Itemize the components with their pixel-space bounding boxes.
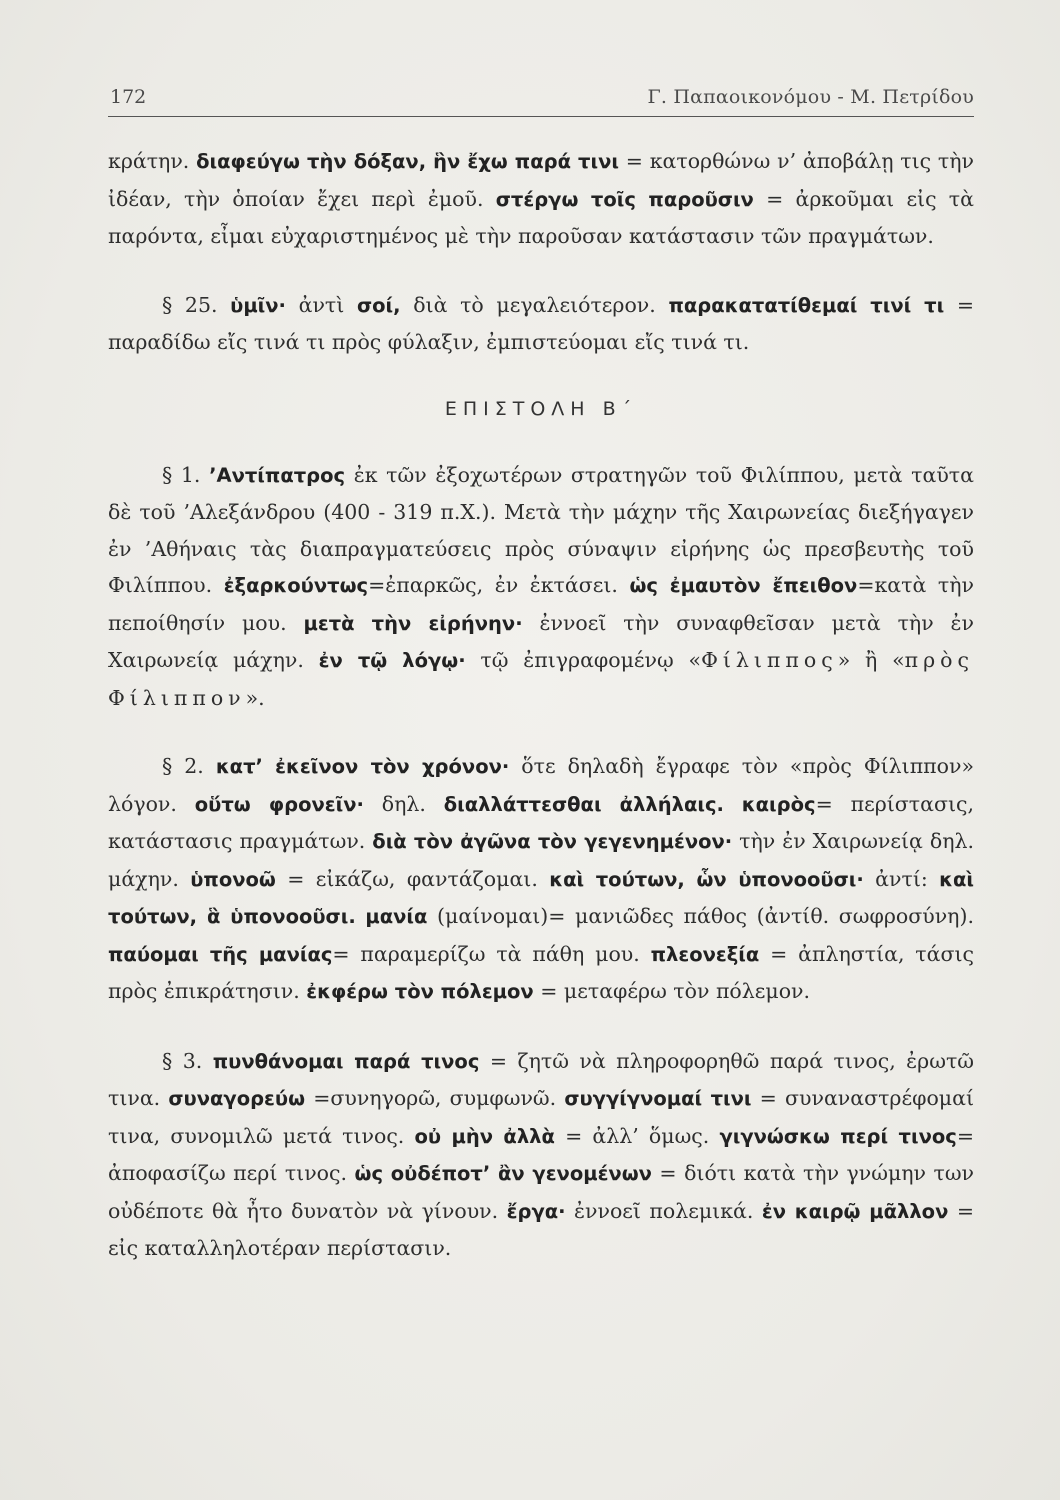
text: τῷ ἐπιγραφομένῳ «: [465, 648, 702, 672]
lemma: ὑμῖν·: [230, 293, 286, 317]
lemma: ἐν καιρῷ μᾶλλον: [761, 1199, 949, 1223]
lemma: οὐ μὴν ἀλλὰ: [414, 1124, 555, 1148]
text: » ἢ «: [837, 648, 905, 672]
text: = ἀλλ’ ὅμως.: [554, 1123, 720, 1148]
page-header: [108, 82, 974, 117]
lemma: ὡς ἐμαυτὸν ἔπειθον: [629, 574, 858, 597]
lemma: ἔργα·: [506, 1199, 566, 1223]
lemma: παύομαι τῆς μανίας: [108, 942, 333, 966]
section-number: § 3.: [162, 1048, 213, 1073]
lemma: κατ’ ἐκεῖνον τὸν χρόνον·: [215, 755, 510, 778]
running-head: Γ. Παπαοικονόμου - Μ. Πετρίδου: [647, 86, 974, 108]
lemma: γιγνώσκω περί τινος: [719, 1124, 957, 1148]
lemma: οὕτω φρονεῖν·: [194, 792, 364, 816]
text: δηλ.: [363, 791, 444, 816]
text: τὴν ἐν Χαιρωνείᾳ δηλ. μάχην.: [108, 829, 974, 891]
lemma: ὡς οὐδέποτ’ ἂν γενομένων: [354, 1162, 652, 1185]
text: = παραδίδω εἴς τινά τι πρὸς φύλαξιν, ἐμπιστεύομαι εἴς τινά τι.: [108, 292, 975, 354]
text: = κατορθώνω ν’ ἀποβάλῃ τις τὴν ἰδέαν, τὴν ὁποίαν ἔχει περὶ ἐμοῦ.: [108, 149, 974, 211]
page-number: 172: [110, 86, 147, 108]
text: = ζητῶ νὰ πληροφορηθῶ παρά τινος, ἐρωτῶ τινα.: [108, 1048, 975, 1110]
spaced-title: Φίλιππος: [701, 648, 838, 672]
text: [724, 792, 742, 816]
spaced-title: πρὸς Φίλιππον: [108, 648, 975, 710]
lemma: διὰ τὸν ἀγῶνα τὸν γεγενημένον·: [372, 830, 733, 853]
text: = μεταφέρω τὸν πόλεμον.: [533, 979, 811, 1003]
paragraph-25: [108, 287, 974, 361]
text: =ἐπαρκῶς, ἐν ἐκτάσει.: [368, 573, 630, 597]
lemma: μετὰ τὴν εἰρήνην·: [303, 611, 523, 635]
section-number: § 2.: [162, 754, 216, 778]
text: ».: [245, 685, 265, 710]
paragraph-intro: [108, 143, 974, 255]
text: (μαίνομαι)= μανιῶδες πάθος (ἀντίθ. σωφροσύνη).: [427, 904, 974, 928]
text: ἐννοεῖ τὴν συναφθεῖσαν μετὰ τὴν ἐν Χαιρωνείᾳ μάχην.: [108, 610, 975, 672]
lemma: ὑπονοῶ: [190, 867, 276, 891]
lemma: στέργω τοῖς παροῦσιν: [495, 187, 754, 211]
text: [356, 904, 366, 928]
text: ἀντί:: [863, 866, 940, 891]
text: =κατὰ τὴν πεποίθησίν μου.: [108, 573, 974, 635]
text: = ἀπληστία, τάσις πρὸς ἐπικράτησιν.: [108, 941, 975, 1003]
lemma: συναγορεύω: [168, 1087, 306, 1110]
text: = περίστασις, κατάστασις πραγμάτων.: [108, 791, 974, 853]
lemma: μανία: [365, 905, 428, 928]
section-number: § 1.: [162, 462, 210, 487]
lemma: καιρὸς: [741, 792, 816, 816]
lemma: συγγίγνομαί τινι: [564, 1087, 752, 1110]
text: διὰ τὸ μεγαλειότερον.: [400, 292, 669, 317]
paragraph-3: [108, 1043, 974, 1267]
text: ὅτε δηλαδὴ ἔγραφε τὸν «πρὸς Φίλιππον» λόγον.: [108, 754, 974, 816]
text: = ἀρκοῦμαι εἰς τὰ παρόντα, εἶμαι εὐχαριστημένος μὲ τὴν παροῦσαν κατάστασιν τῶν πραγμάτων.: [108, 186, 974, 248]
text: = συναναστρέφομαί τινα, συνομιλῶ μετά τινος.: [108, 1086, 974, 1148]
text: = εἰς καταλληλοτέραν περίστασιν.: [108, 1198, 975, 1260]
page-body: [108, 143, 974, 1267]
lemma: καὶ τούτων, ἃ ὑπονοοῦσι.: [108, 867, 975, 928]
text: = ἀποφασίζω περί τινος.: [108, 1123, 975, 1185]
text: =συνηγορῶ, συμφωνῶ.: [305, 1086, 565, 1110]
lemma: ἐξαρκούντως: [223, 574, 369, 597]
lemma: ἐν τῷ λόγῳ·: [318, 649, 466, 672]
lemma: ἐκφέρω τὸν πόλεμον: [306, 980, 534, 1003]
lemma: διαλλάττεσθαι ἀλλήλαις.: [443, 792, 724, 816]
paragraph-2: [108, 748, 974, 1011]
paragraph-1: [108, 457, 974, 717]
section-title: ΕΠΙΣΤΟΛΗ Β΄: [444, 397, 638, 420]
lemma: διαφεύγω τὴν δόξαν, ἣν ἔχω παρά τινι: [196, 150, 619, 173]
lemma: ’Αντίπατρος: [209, 463, 346, 487]
lemma: καὶ τούτων, ὧν ὑπονοοῦσι·: [549, 867, 864, 891]
text: = εἰκάζω, φαντάζομαι.: [275, 866, 550, 891]
section-number: § 25.: [162, 292, 231, 317]
text: κράτην.: [108, 149, 197, 173]
text: = παραμερίζω τὰ πάθη μου.: [332, 941, 651, 966]
text: ἀντὶ: [285, 292, 357, 317]
lemma: παρακατατίθεμαί τινί τι: [668, 293, 945, 317]
text: = διότι κατὰ τὴν γνώμην των οὐδέποτε θὰ ἦτο δυνατὸν νὰ γίνουν.: [108, 1161, 974, 1223]
lemma: πλεονεξία: [650, 942, 760, 966]
text: ἐκ τῶν ἐξοχωτέρων στρατηγῶν τοῦ Φιλίππου, μετὰ ταῦτα δὲ τοῦ ’Αλεξάνδρου (400 - 319 π.Χ.). Μετὰ τὴν μάχην τῆς Χαιρωνείας διεξήγαγεν ἐν ’Αθήναις τὰς διαπραγματεύσεις πρὸς σύναψιν εἰρήνης ὡς πρεσβευτὴς τοῦ Φιλίππου.: [108, 462, 974, 597]
lemma: πυνθάνομαι παρά τινος: [212, 1049, 480, 1073]
text: ἐννοεῖ πολεμικά.: [565, 1198, 762, 1223]
lemma: σοί,: [356, 293, 401, 317]
